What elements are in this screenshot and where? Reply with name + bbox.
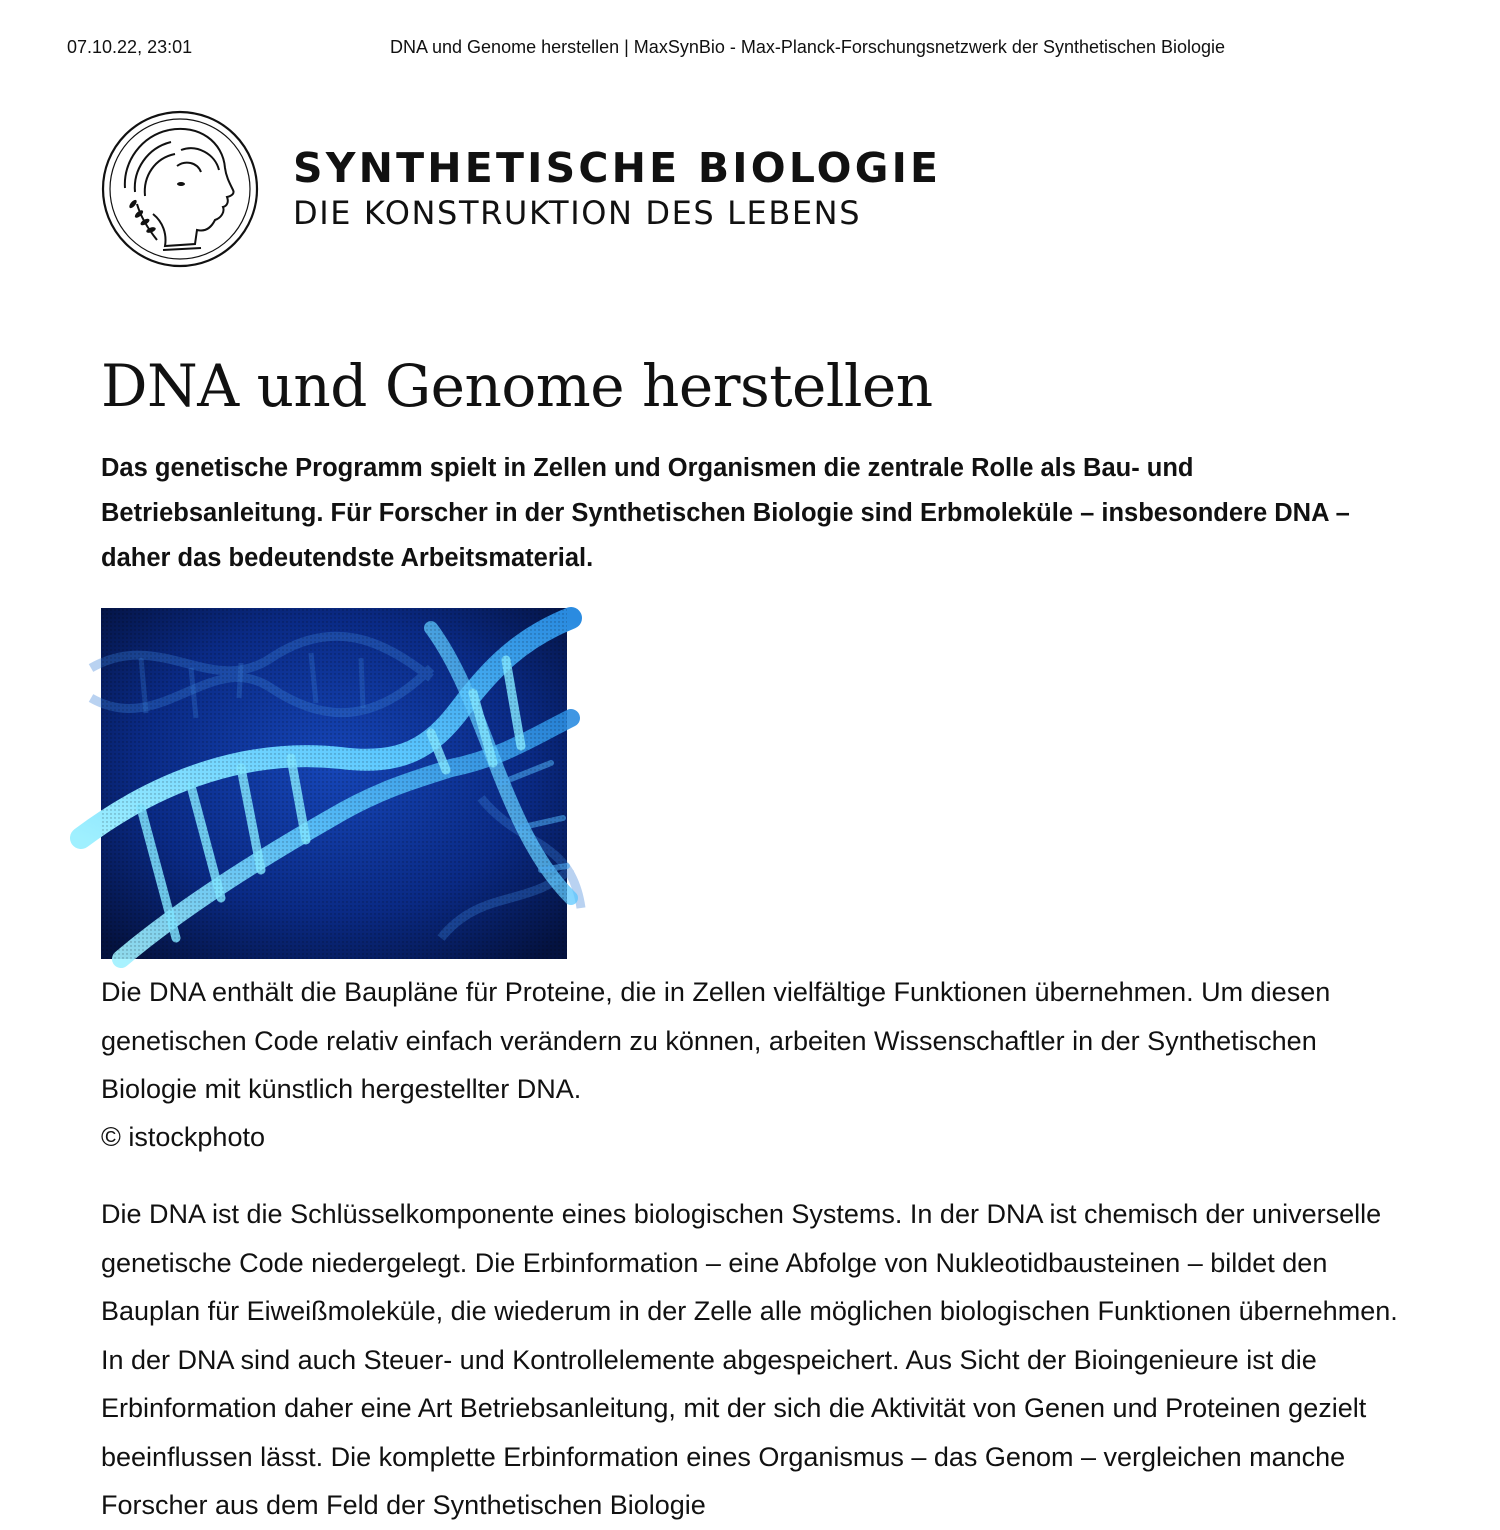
article-lead: Das genetische Programm spielt in Zellen und Organismen die zentrale Rolle als Bau- und Betriebsanleitung. Für Forscher in der Synthetischen Biologie sind Erbmoleküle – insbesondere DNA – daher das bedeutendste Arbeitsmaterial. (101, 454, 1350, 572)
print-header (0, 37, 1500, 61)
figure-credit: © istockphoto (101, 1122, 265, 1152)
site-title[interactable]: SYNTHETISCHE BIOLOGIE (293, 144, 942, 192)
dna-helix-image (101, 608, 567, 959)
minerva-icon[interactable] (101, 110, 259, 268)
print-datetime: 07.10.22, 23:01 (67, 37, 193, 57)
print-page-title: DNA und Genome herstellen | MaxSynBio - Max-Planck-Forschungsnetzwerk der Synthetischen Biologie (390, 37, 1226, 57)
article-body: Die DNA ist die Schlüsselkomponente eines biologischen Systems. In der DNA ist chemisch der universelle genetische Code niedergelegt. Die Erbinformation – eine Abfolge von Nukleotidbausteinen – bildet den Bauplan für Eiweißmoleküle, die wiederum in der Zelle alle möglichen biologischen Funktionen übernehmen. In der DNA sind auch Steuer- und Kontrollelemente abgespeichert. Aus Sicht der Bioingenieure ist die Erbinformation daher eine Art Betriebsanleitung, mit der sich die Aktivität von Genen und Proteinen gezielt beeinflussen lässt. Die komplette Erbinformation eines Organismus – das Genom – vergleichen manche Forscher aus dem Feld der Synthetischen Biologie (101, 1199, 1398, 1520)
page-title: DNA und Genome herstellen (101, 352, 933, 420)
site-subtitle: DIE KONSTRUKTION DES LEBENS (293, 194, 862, 232)
site-header (101, 110, 1001, 270)
figure-caption: Die DNA enthält die Baupläne für Proteine, die in Zellen vielfältige Funktionen übernehmen. Um diesen genetischen Code relativ einfach verändern zu können, arbeiten Wissenschaftler in der Synthetischen Biologie mit künstlich hergestellter DNA. (101, 977, 1331, 1104)
